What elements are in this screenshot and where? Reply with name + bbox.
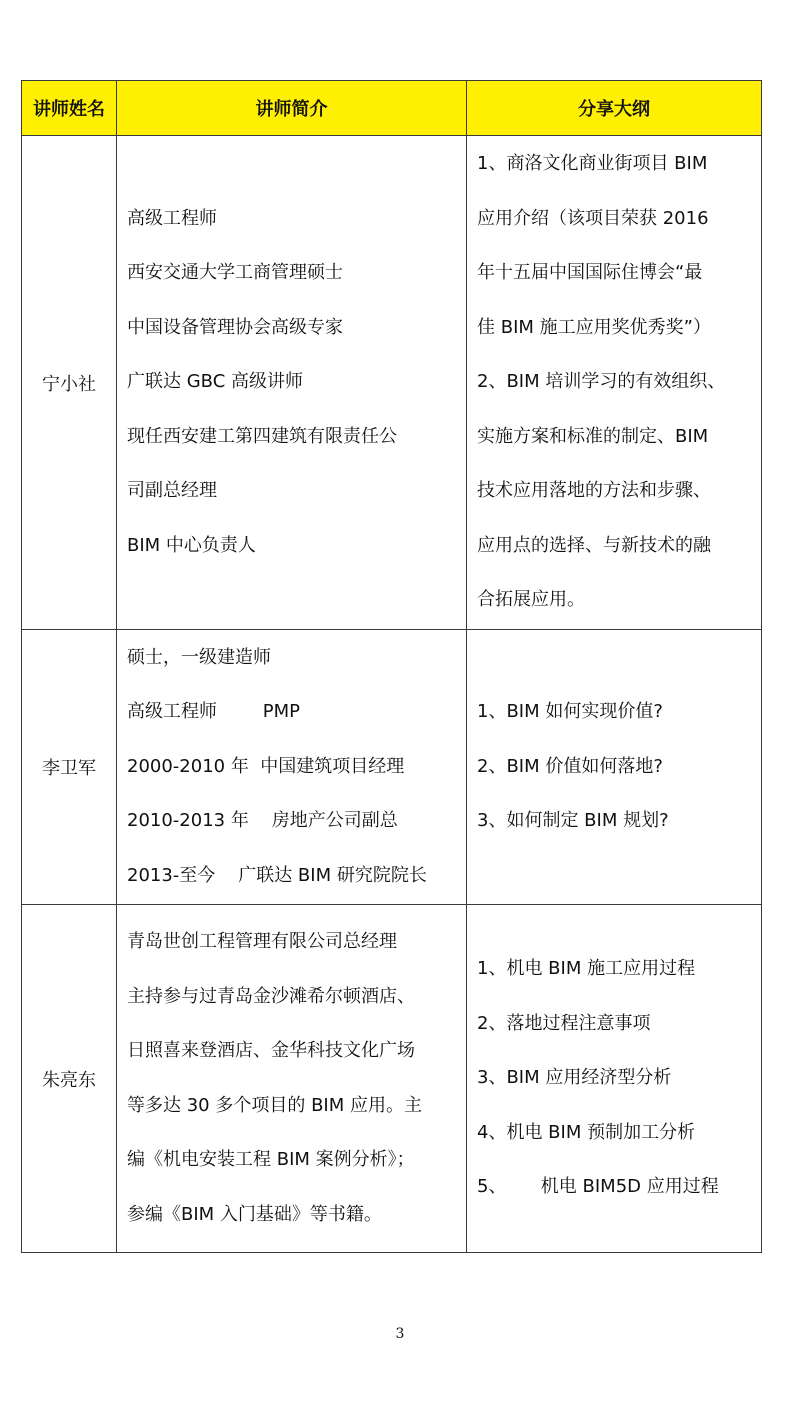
- share-outline: [467, 630, 762, 905]
- intro-line: 高级工程师: [127, 207, 217, 229]
- share-outline: [467, 905, 762, 1253]
- outline-line: 合拓展应用。: [477, 589, 585, 611]
- outline-line: 1、BIM 如何实现价值?: [477, 701, 663, 723]
- outline-line: 2、BIM 价值如何落地?: [477, 755, 663, 777]
- intro-line: 参编《BIM 入门基础》等书籍。: [127, 1203, 382, 1225]
- outline-line: 1、商洛文化商业街项目 BIM: [477, 153, 708, 175]
- intro-line: 中国设备管理协会高级专家: [127, 316, 343, 338]
- outline-line: 3、如何制定 BIM 规划?: [477, 810, 669, 832]
- intro-line: 现任西安建工第四建筑有限责任公: [127, 425, 397, 447]
- intro-line: 日照喜来登酒店、金华科技文化广场: [127, 1040, 415, 1061]
- outline-line: 1、机电 BIM 施工应用过程: [477, 958, 696, 980]
- intro-line: 编《机电安装工程 BIM 案例分析》；: [127, 1149, 415, 1170]
- lecturer-name: 李卫军: [22, 630, 117, 905]
- lecturer-name: 宁小社: [22, 136, 117, 630]
- outline-line: 佳 BIM 施工应用奖优秀奖”）: [477, 316, 711, 338]
- intro-line: 广联达 GBC 高级讲师: [127, 371, 303, 393]
- intro-line: 西安交通大学工商管理硕士: [127, 262, 343, 284]
- outline-line: 2、BIM 培训学习的有效组织、: [477, 371, 726, 393]
- outline-line: 技术应用落地的方法和步骤、: [477, 480, 711, 502]
- intro-line: 高级工程师 PMP: [127, 701, 301, 723]
- intro-line: 司副总经理: [127, 480, 217, 502]
- outline-line: 应用点的选择、与新技术的融: [477, 534, 711, 556]
- outline-line: 应用介绍（该项目荣获 2016: [477, 207, 709, 229]
- intro-line: 2000-2010 年 中国建筑项目经理: [127, 755, 405, 777]
- header-lecturer-intro: 讲师简介: [117, 81, 467, 136]
- table-header: [22, 81, 762, 136]
- intro-line: BIM 中心负责人: [127, 534, 256, 556]
- outline-line: 2、落地过程注意事项: [477, 1012, 651, 1034]
- table-row: [22, 905, 762, 1253]
- intro-line: 主持参与过青岛金沙滩希尔顿酒店、: [127, 985, 415, 1007]
- outline-line: 4、机电 BIM 预制加工分析: [477, 1121, 696, 1143]
- lecturer-intro: [117, 136, 467, 630]
- intro-line: 等多达 30 多个项目的 BIM 应用。主: [127, 1094, 422, 1116]
- lecturer-intro: [117, 905, 467, 1253]
- outline-line: 5、 机电 BIM5D 应用过程: [477, 1176, 719, 1198]
- header-share-outline: 分享大纲: [467, 81, 762, 136]
- header-lecturer-name: 讲师姓名: [22, 81, 117, 136]
- intro-line: 青岛世创工程管理有限公司总经理: [127, 931, 397, 952]
- outline-line: 3、BIM 应用经济型分析: [477, 1067, 672, 1089]
- intro-line: 硕士，一级建造师: [127, 646, 271, 668]
- share-outline: [467, 136, 762, 630]
- intro-line: 2010-2013 年 房地产公司副总: [127, 810, 398, 832]
- table-row: [22, 136, 762, 630]
- table-row: [22, 630, 762, 905]
- lecturer-intro: [117, 630, 467, 905]
- lecturer-name: 朱亮东: [22, 905, 117, 1253]
- outline-line: 实施方案和标准的制定、BIM: [477, 425, 709, 447]
- lecturer-table: [21, 80, 762, 1253]
- intro-line: 2013-至今 广联达 BIM 研究院院长: [127, 864, 427, 886]
- outline-line: 年十五届中国国际住博会“最: [477, 262, 703, 284]
- page-number: 3: [395, 1326, 405, 1342]
